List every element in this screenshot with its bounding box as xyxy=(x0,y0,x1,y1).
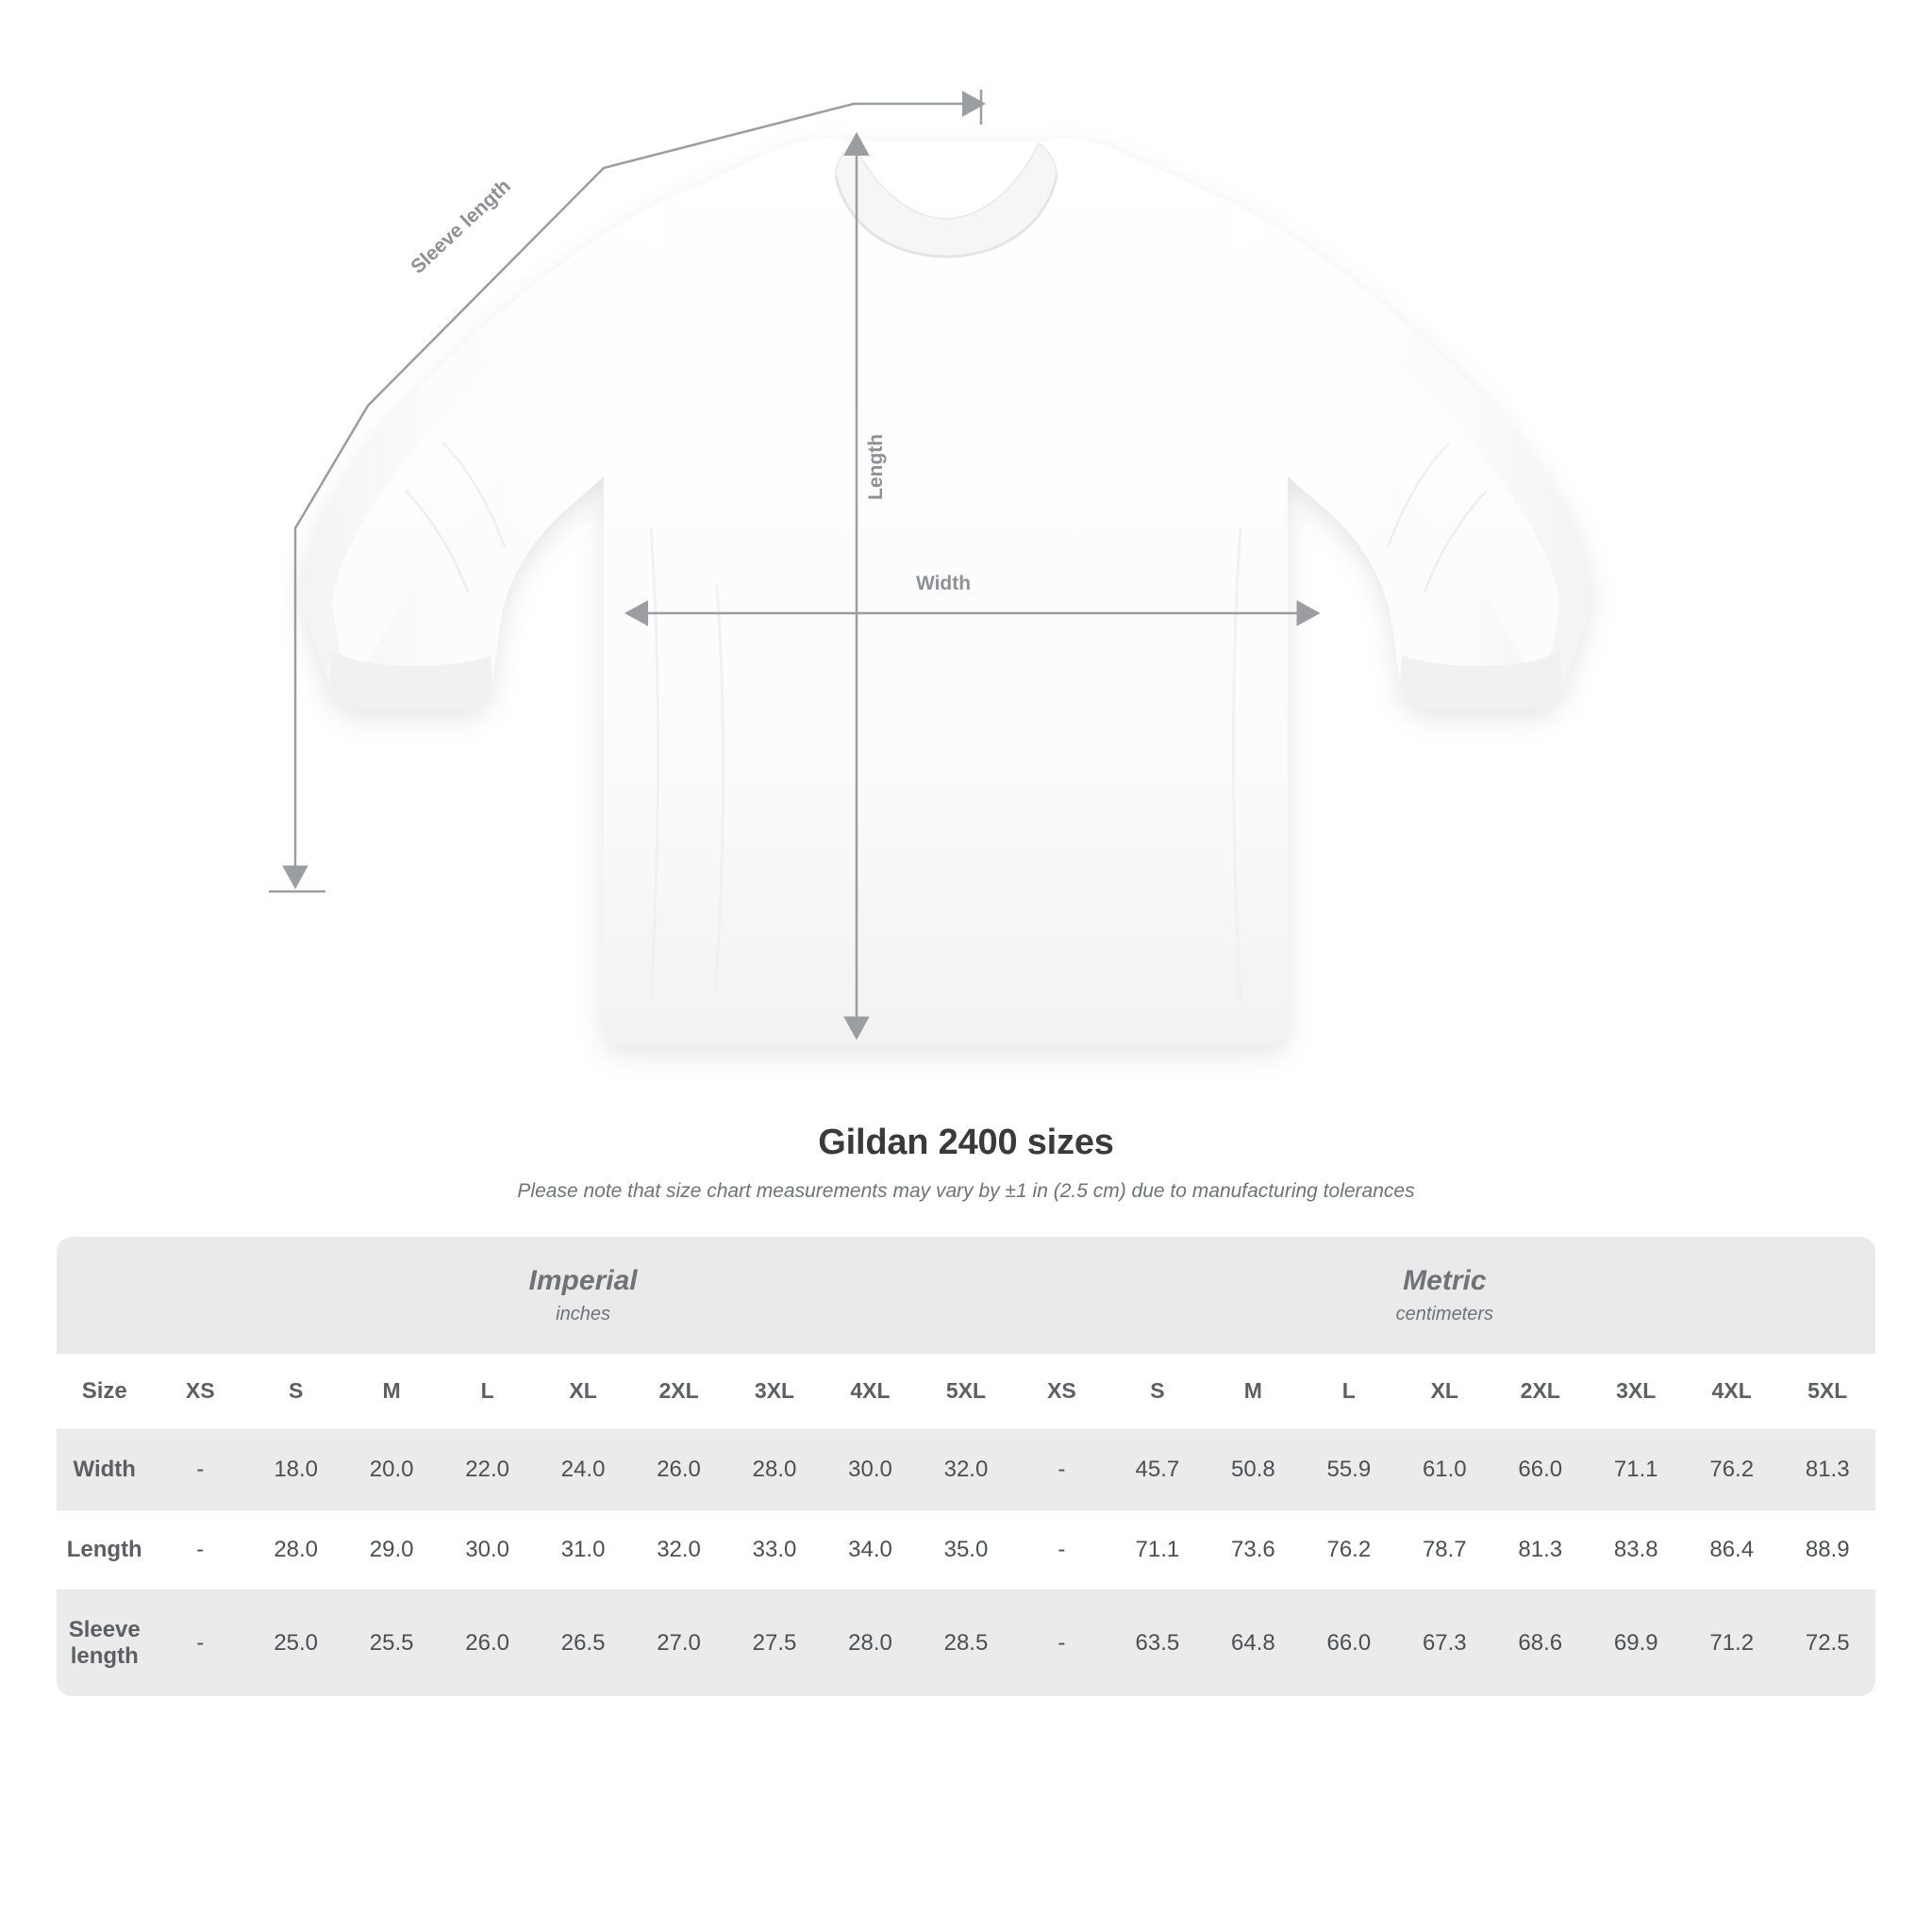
imperial-subtitle: inches xyxy=(556,1303,610,1324)
cell-length-imperial-xs: - xyxy=(152,1509,247,1590)
table-row xyxy=(57,1590,1875,1696)
table-row xyxy=(57,1429,1875,1509)
cell-sleeve-metric-xl: 67.3 xyxy=(1397,1590,1492,1696)
size-header-row xyxy=(57,1354,1875,1430)
cell-width-imperial-l: 22.0 xyxy=(440,1429,535,1509)
cell-width-imperial-5xl: 32.0 xyxy=(918,1429,1013,1509)
size-header-label: Size xyxy=(57,1354,152,1430)
length-label: Length xyxy=(865,434,887,500)
metric-title: Metric xyxy=(1403,1265,1487,1296)
row-label-length: Length xyxy=(57,1509,152,1590)
cell-sleeve-imperial-5xl: 28.5 xyxy=(918,1590,1013,1696)
cell-width-metric-2xl: 66.0 xyxy=(1492,1429,1588,1509)
size-col-metric-4xl: 4XL xyxy=(1684,1354,1779,1430)
size-col-imperial-xl: XL xyxy=(535,1354,630,1430)
imperial-title: Imperial xyxy=(528,1265,638,1296)
size-col-imperial-3xl: 3XL xyxy=(726,1354,822,1430)
cell-sleeve-metric-3xl: 69.9 xyxy=(1589,1590,1684,1696)
cell-length-imperial-5xl: 35.0 xyxy=(918,1509,1013,1590)
cell-sleeve-metric-m: 64.8 xyxy=(1206,1590,1301,1696)
size-col-imperial-l: L xyxy=(440,1354,535,1430)
cell-sleeve-metric-xs: - xyxy=(1014,1590,1109,1696)
cell-sleeve-imperial-xs: - xyxy=(152,1590,247,1696)
cell-length-metric-l: 76.2 xyxy=(1301,1509,1396,1590)
size-col-imperial-5xl: 5XL xyxy=(918,1354,1013,1430)
table-row xyxy=(57,1509,1875,1590)
cell-width-imperial-2xl: 26.0 xyxy=(631,1429,726,1509)
cell-length-imperial-4xl: 34.0 xyxy=(823,1509,918,1590)
cell-width-metric-s: 45.7 xyxy=(1109,1429,1205,1509)
metric-subtitle: centimeters xyxy=(1395,1303,1494,1324)
cell-length-metric-5xl: 88.9 xyxy=(1779,1509,1875,1590)
cell-sleeve-metric-5xl: 72.5 xyxy=(1779,1590,1875,1696)
page-title: Gildan 2400 sizes xyxy=(818,1123,1114,1162)
cell-length-metric-xl: 78.7 xyxy=(1397,1509,1492,1590)
cell-width-imperial-4xl: 30.0 xyxy=(823,1429,918,1509)
cell-length-metric-xs: - xyxy=(1014,1509,1109,1590)
unit-header-metric xyxy=(1014,1237,1875,1354)
cell-sleeve-imperial-l: 26.0 xyxy=(440,1590,535,1696)
cell-sleeve-metric-s: 63.5 xyxy=(1109,1590,1205,1696)
unit-header-row xyxy=(57,1237,1875,1354)
cell-width-imperial-xs: - xyxy=(152,1429,247,1509)
size-col-metric-xl: XL xyxy=(1397,1354,1492,1430)
tolerance-note: Please note that size chart measurements may vary by ±1 in (2.5 cm) due to manufacturing tolerances xyxy=(517,1180,1415,1202)
cell-width-metric-5xl: 81.3 xyxy=(1779,1429,1875,1509)
cell-length-imperial-l: 30.0 xyxy=(440,1509,535,1590)
cell-width-imperial-s: 18.0 xyxy=(248,1429,343,1509)
sleeve-length-label: Sleeve length xyxy=(407,175,515,278)
row-label-width: Width xyxy=(57,1429,152,1509)
cell-width-metric-l: 55.9 xyxy=(1301,1429,1396,1509)
cell-width-metric-3xl: 71.1 xyxy=(1589,1429,1684,1509)
cell-length-metric-2xl: 81.3 xyxy=(1492,1509,1588,1590)
cell-width-imperial-3xl: 28.0 xyxy=(726,1429,822,1509)
cell-length-metric-4xl: 86.4 xyxy=(1684,1509,1779,1590)
size-col-metric-3xl: 3XL xyxy=(1589,1354,1684,1430)
cell-length-imperial-3xl: 33.0 xyxy=(726,1509,822,1590)
cell-sleeve-imperial-3xl: 27.5 xyxy=(726,1590,822,1696)
size-col-imperial-s: S xyxy=(248,1354,343,1430)
cell-length-imperial-m: 29.0 xyxy=(343,1509,439,1590)
size-col-metric-s: S xyxy=(1109,1354,1205,1430)
title-block xyxy=(0,1123,1932,1203)
cell-width-metric-xs: - xyxy=(1014,1429,1109,1509)
width-label: Width xyxy=(915,573,972,594)
cell-sleeve-imperial-m: 25.5 xyxy=(343,1590,439,1696)
cell-length-metric-m: 73.6 xyxy=(1206,1509,1301,1590)
cell-length-metric-3xl: 83.8 xyxy=(1589,1509,1684,1590)
size-col-metric-l: L xyxy=(1301,1354,1396,1430)
cell-length-imperial-s: 28.0 xyxy=(248,1509,343,1590)
cell-width-imperial-xl: 24.0 xyxy=(535,1429,630,1509)
cell-width-metric-4xl: 76.2 xyxy=(1684,1429,1779,1509)
cell-sleeve-imperial-s: 25.0 xyxy=(248,1590,343,1696)
size-col-imperial-2xl: 2XL xyxy=(631,1354,726,1430)
cell-width-metric-xl: 61.0 xyxy=(1397,1429,1492,1509)
size-col-metric-2xl: 2XL xyxy=(1492,1354,1588,1430)
cell-sleeve-metric-4xl: 71.2 xyxy=(1684,1590,1779,1696)
size-col-imperial-m: M xyxy=(343,1354,439,1430)
cell-length-metric-s: 71.1 xyxy=(1109,1509,1205,1590)
cell-length-imperial-xl: 31.0 xyxy=(535,1509,630,1590)
size-table-wrapper xyxy=(57,1237,1875,1696)
size-col-metric-5xl: 5XL xyxy=(1779,1354,1875,1430)
size-table xyxy=(57,1237,1875,1696)
cell-sleeve-imperial-xl: 26.5 xyxy=(535,1590,630,1696)
unit-header-imperial xyxy=(152,1237,1013,1354)
size-col-metric-xs: XS xyxy=(1014,1354,1109,1430)
cell-sleeve-metric-l: 66.0 xyxy=(1301,1590,1396,1696)
cell-length-imperial-2xl: 32.0 xyxy=(631,1509,726,1590)
cell-sleeve-imperial-2xl: 27.0 xyxy=(631,1590,726,1696)
cell-sleeve-imperial-4xl: 28.0 xyxy=(823,1590,918,1696)
row-label-sleeve-length: Sleeve length xyxy=(57,1590,152,1696)
cell-width-metric-m: 50.8 xyxy=(1206,1429,1301,1509)
unit-header-spacer xyxy=(57,1237,152,1354)
size-col-metric-m: M xyxy=(1206,1354,1301,1430)
size-col-imperial-4xl: 4XL xyxy=(823,1354,918,1430)
size-col-imperial-xs: XS xyxy=(152,1354,247,1430)
cell-width-imperial-m: 20.0 xyxy=(343,1429,439,1509)
cell-sleeve-metric-2xl: 68.6 xyxy=(1492,1590,1588,1696)
